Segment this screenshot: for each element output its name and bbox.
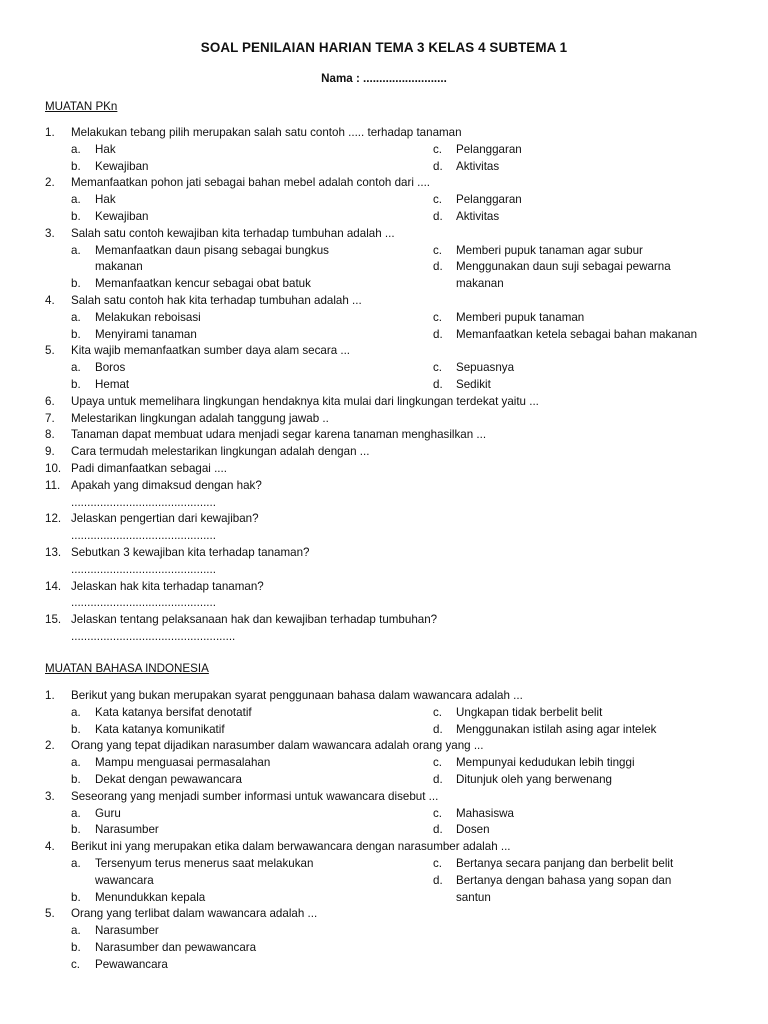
- option-letter: b.: [71, 377, 81, 391]
- option-row: [0, 360, 768, 377]
- option-text: Aktivitas: [456, 209, 500, 223]
- option-letter: d.: [433, 327, 443, 341]
- option-text: Kewajiban: [95, 209, 149, 223]
- page-title: SOAL PENILAIAN HARIAN TEMA 3 KELAS 4 SUBTEMA 1: [200, 40, 568, 55]
- option-row: [0, 209, 768, 226]
- option-text: Narasumber: [95, 823, 159, 837]
- question-text: Berikut yang bukan merupakan syarat penggunaan bahasa dalam wawancara adalah ...: [71, 689, 523, 702]
- option-letter: a.: [71, 924, 81, 938]
- option-text: Pewawancara: [95, 957, 168, 971]
- option-letter: c.: [433, 310, 443, 324]
- option-text: Kata katanya komunikatif: [95, 722, 225, 736]
- answer-line: [0, 629, 768, 646]
- option-row: [0, 705, 768, 722]
- option-letter: a.: [71, 756, 81, 770]
- option-letter: b.: [71, 722, 81, 736]
- option-row: [0, 957, 768, 974]
- option-letter: d.: [433, 377, 443, 391]
- option-letter: d.: [433, 772, 443, 786]
- option-row: [0, 806, 768, 823]
- option-letter: c.: [433, 856, 443, 870]
- option-row: [0, 310, 768, 327]
- option-letter: d.: [433, 260, 443, 274]
- option-text: makanan: [95, 260, 143, 274]
- option-row: [0, 940, 768, 957]
- question-number: 2.: [45, 176, 55, 190]
- option-letter: d.: [433, 823, 443, 837]
- option-letter: b.: [71, 327, 81, 341]
- option-letter: b.: [71, 772, 81, 786]
- question-text: Tanaman dapat membuat udara menjadi segar karena tanaman menghasilkan ...: [71, 428, 487, 442]
- option-letter: a.: [71, 856, 81, 870]
- option-text: Ungkapan tidak berbelit belit: [456, 705, 603, 719]
- option-letter: a.: [71, 193, 81, 207]
- option-letter: a.: [71, 243, 81, 257]
- option-text: Melakukan reboisasi: [95, 310, 201, 324]
- option-row: [0, 259, 768, 276]
- question-text: Memanfaatkan pohon jati sebagai bahan mebel adalah contoh dari ....: [71, 176, 431, 190]
- question-row: [0, 906, 768, 923]
- question-text: Orang yang terlibat dalam wawancara adalah ...: [71, 907, 318, 921]
- option-text: Bertanya secara panjang dan berbelit belit: [456, 856, 674, 870]
- option-text: Menyirami tanaman: [95, 327, 197, 341]
- question-text: Salah satu contoh kewajiban kita terhadap tumbuhan adalah ...: [71, 226, 395, 240]
- option-letter: b.: [71, 209, 81, 223]
- option-letter: d.: [433, 159, 443, 173]
- option-text: Ditunjuk oleh yang berwenang: [456, 772, 612, 786]
- option-row: [0, 822, 768, 839]
- question-number: 1.: [45, 689, 55, 702]
- question-row: [0, 125, 768, 142]
- question-number: 9.: [45, 445, 55, 459]
- option-text: Sepuasnya: [456, 361, 515, 375]
- option-letter: b.: [71, 823, 81, 837]
- option-row: [0, 377, 768, 394]
- question-number: 12.: [45, 512, 62, 526]
- option-text: Dekat dengan pewawancara: [95, 772, 242, 786]
- option-letter: c.: [433, 142, 443, 156]
- question-row: [0, 411, 768, 428]
- question-number: 5.: [45, 344, 55, 358]
- option-letter: a.: [71, 142, 81, 156]
- answer-line: [0, 595, 768, 612]
- answer-line: [0, 562, 768, 579]
- option-letter: c.: [433, 705, 443, 719]
- option-text: Mahasiswa: [456, 806, 514, 820]
- option-text: Aktivitas: [456, 159, 500, 173]
- option-text: Tersenyum terus menerus saat melakukan: [95, 856, 314, 870]
- option-text: Mampu menguasai permasalahan: [95, 756, 271, 770]
- option-row: [0, 923, 768, 940]
- question-text: Padi dimanfaatkan sebagai ....: [71, 461, 227, 475]
- question-number: 15.: [45, 613, 62, 627]
- option-text: Pelanggaran: [456, 142, 522, 156]
- option-letter: c.: [433, 806, 443, 820]
- question-row: [0, 688, 768, 705]
- option-row: [0, 856, 768, 873]
- option-text: Memanfaatkan ketela sebagai bahan makanan: [456, 327, 698, 341]
- question-row: [0, 545, 768, 562]
- question-number: 8.: [45, 428, 55, 442]
- option-text: Boros: [95, 361, 126, 375]
- question-number: 4.: [45, 293, 55, 307]
- option-text: Pelanggaran: [456, 193, 522, 207]
- question-text: Orang yang tepat dijadikan narasumber dalam wawancara adalah orang yang ...: [71, 739, 484, 753]
- option-letter: a.: [71, 806, 81, 820]
- option-text: Menggunakan istilah asing agar intelek: [456, 722, 657, 736]
- option-text: Hak: [95, 193, 116, 207]
- question-row: [0, 789, 768, 806]
- answer-blank: .............................................: [71, 562, 216, 576]
- question-number: 3.: [45, 789, 55, 803]
- question-row: [0, 511, 768, 528]
- question-text: Jelaskan tentang pelaksanaan hak dan kewajiban terhadap tumbuhan?: [71, 613, 438, 627]
- section-heading-pkn: MUATAN PKn: [45, 100, 118, 113]
- option-letter: d.: [433, 209, 443, 223]
- question-row: [0, 839, 768, 856]
- option-text: Narasumber dan pewawancara: [95, 940, 257, 954]
- question-number: 4.: [45, 840, 55, 854]
- option-letter: b.: [71, 159, 81, 173]
- option-text: Sedikit: [456, 377, 491, 391]
- section-heading-bahasa-indonesia: MUATAN BAHASA INDONESIA: [45, 662, 209, 675]
- answer-blank: ...................................................: [71, 629, 236, 643]
- question-text: Upaya untuk memelihara lingkungan hendaknya kita mulai dari lingkungan terdekat yaitu ...: [71, 394, 539, 408]
- option-text: Menundukkan kepala: [95, 890, 206, 904]
- option-row: [0, 243, 768, 260]
- name-field-label: Nama : ..........................: [321, 72, 447, 85]
- question-list-pkn: [0, 125, 768, 646]
- question-row: [0, 612, 768, 629]
- option-letter: c.: [71, 957, 81, 971]
- option-letter: a.: [71, 361, 81, 375]
- question-text: Salah satu contoh hak kita terhadap tumbuhan adalah ...: [71, 293, 362, 307]
- option-letter: d.: [433, 873, 443, 887]
- option-row: [0, 327, 768, 344]
- question-row: [0, 579, 768, 596]
- option-row: [0, 276, 768, 293]
- option-letter: a.: [71, 310, 81, 324]
- option-letter: b.: [71, 277, 81, 291]
- option-text: makanan: [456, 277, 504, 291]
- option-text: Memanfaatkan kencur sebagai obat batuk: [95, 277, 311, 291]
- question-text: Jelaskan hak kita terhadap tanaman?: [71, 579, 264, 593]
- question-number: 14.: [45, 579, 62, 593]
- question-row: [0, 461, 768, 478]
- option-text: Hak: [95, 142, 116, 156]
- option-text: Bertanya dengan bahasa yang sopan dan: [456, 873, 672, 887]
- question-text: Jelaskan pengertian dari kewajiban?: [71, 512, 259, 526]
- question-number: 13.: [45, 545, 62, 559]
- option-row: [0, 873, 768, 890]
- question-row: [0, 226, 768, 243]
- question-row: [0, 343, 768, 360]
- question-number: 10.: [45, 461, 62, 475]
- option-letter: b.: [71, 940, 81, 954]
- question-text: Cara termudah melestarikan lingkungan adalah dengan ...: [71, 445, 370, 459]
- question-row: [0, 738, 768, 755]
- option-text: Narasumber: [95, 924, 159, 938]
- question-text: Melestarikan lingkungan adalah tanggung jawab ..: [71, 411, 329, 425]
- option-text: Hemat: [95, 377, 130, 391]
- option-letter: c.: [433, 756, 443, 770]
- option-row: [0, 890, 768, 907]
- question-text: Kita wajib memanfaatkan sumber daya alam secara ...: [71, 344, 351, 358]
- option-row: [0, 192, 768, 209]
- question-text: Berikut ini yang merupakan etika dalam berwawancara dengan narasumber adalah ...: [71, 840, 511, 854]
- question-number: 11.: [45, 478, 61, 492]
- question-number: 3.: [45, 226, 55, 240]
- question-list-bahasa-indonesia: [0, 688, 768, 974]
- option-text: Kewajiban: [95, 159, 149, 173]
- option-letter: c.: [433, 193, 443, 207]
- option-text: Menggunakan daun suji sebagai pewarna: [456, 260, 671, 274]
- option-row: [0, 755, 768, 772]
- answer-blank: .............................................: [71, 529, 216, 543]
- option-letter: c.: [433, 361, 443, 375]
- question-number: 5.: [45, 907, 55, 921]
- option-text: Memanfaatkan daun pisang sebagai bungkus: [95, 243, 329, 257]
- question-text: Sebutkan 3 kewajiban kita terhadap tanaman?: [71, 545, 310, 559]
- option-letter: c.: [433, 243, 443, 257]
- option-row: [0, 159, 768, 176]
- option-row: [0, 772, 768, 789]
- option-text: santun: [456, 890, 491, 904]
- answer-line: [0, 495, 768, 512]
- question-row: [0, 175, 768, 192]
- option-letter: a.: [71, 705, 81, 719]
- option-text: Guru: [95, 806, 121, 820]
- question-row: [0, 478, 768, 495]
- question-number: 1.: [45, 126, 55, 139]
- option-text: Dosen: [456, 823, 490, 837]
- question-text: Seseorang yang menjadi sumber informasi untuk wawancara disebut ...: [71, 789, 439, 803]
- option-row: [0, 142, 768, 159]
- option-row: [0, 722, 768, 739]
- option-letter: d.: [433, 722, 443, 736]
- question-row: [0, 293, 768, 310]
- option-text: Mempunyai kedudukan lebih tinggi: [456, 756, 635, 770]
- question-row: [0, 427, 768, 444]
- answer-blank: .............................................: [71, 596, 216, 610]
- question-number: 2.: [45, 739, 55, 753]
- question-text: Apakah yang dimaksud dengan hak?: [71, 478, 262, 492]
- question-number: 6.: [45, 394, 55, 408]
- option-text: Memberi pupuk tanaman agar subur: [456, 243, 643, 257]
- option-text: Kata katanya bersifat denotatif: [95, 705, 252, 719]
- option-letter: b.: [71, 890, 81, 904]
- question-row: [0, 394, 768, 411]
- question-row: [0, 444, 768, 461]
- answer-line: [0, 528, 768, 545]
- answer-blank: .............................................: [71, 495, 216, 509]
- question-number: 7.: [45, 411, 55, 425]
- option-text: Memberi pupuk tanaman: [456, 310, 585, 324]
- option-text: wawancara: [95, 873, 154, 887]
- question-text: Melakukan tebang pilih merupakan salah satu contoh ..... terhadap tanaman: [71, 126, 462, 139]
